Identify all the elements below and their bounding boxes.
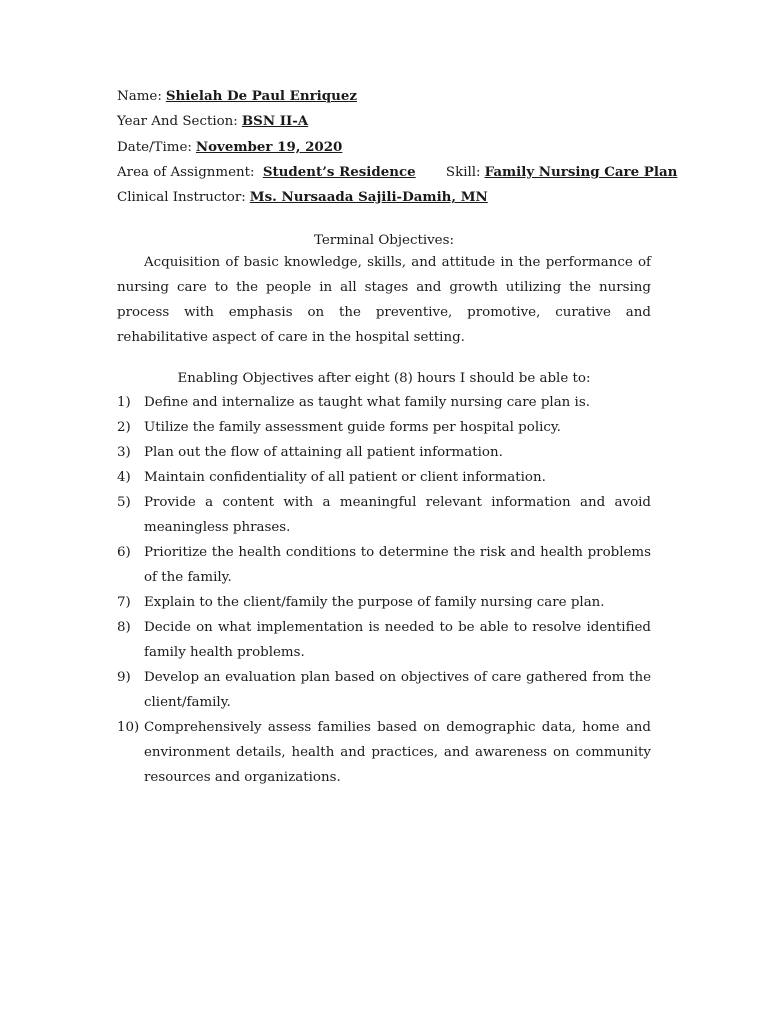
skill-label: Skill: <box>445 164 481 180</box>
list-item-text: Develop an evaluation plan based on objectives of care gathered from the client/family. <box>144 670 651 710</box>
skill-value: Family Nursing Care Plan <box>484 163 678 180</box>
list-item-number: 9) <box>117 670 131 685</box>
list-item-number: 10) <box>117 720 140 735</box>
list-item-text: Utilize the family assessment guide forms per hospital policy. <box>144 420 561 435</box>
list-item-number: 6) <box>117 545 131 560</box>
name-line <box>117 84 657 109</box>
list-item <box>117 490 651 540</box>
section-line <box>117 109 657 134</box>
list-item-number: 5) <box>117 495 131 510</box>
list-item-text: Explain to the client/family the purpose of family nursing care plan. <box>144 595 605 610</box>
list-item-number: 8) <box>117 620 131 635</box>
instructor-value: Ms. Nursaada Sajili-Damih, MN <box>249 189 488 206</box>
section-value: BSN II-A <box>241 113 309 130</box>
header-block <box>117 84 678 210</box>
list-item-text: Provide a content with a meaningful relevant information and avoid meaningless phrases. <box>144 495 651 535</box>
list-item-text: Define and internalize as taught what family nursing care plan is. <box>144 395 590 410</box>
list-item <box>117 440 651 465</box>
list-item <box>117 415 651 440</box>
list-item-text: Prioritize the health conditions to determine the risk and health problems of the family. <box>144 545 651 585</box>
enabling-objectives-list <box>117 390 651 790</box>
list-item-text: Plan out the flow of attaining all patient information. <box>144 445 503 460</box>
list-item-text: Comprehensively assess families based on demographic data, home and environment details, health and practices, and awareness on community resources and organizations. <box>144 720 651 785</box>
list-item-number: 2) <box>117 420 131 435</box>
date-label: Date/Time: <box>117 139 192 155</box>
name-label: Name: <box>117 89 162 104</box>
enabling-objectives-title: Enabling Objectives after eight (8) hours I should be able to: <box>177 371 591 386</box>
list-item <box>117 615 651 665</box>
instructor-line <box>117 185 657 210</box>
list-item-number: 4) <box>117 470 131 485</box>
list-item <box>117 715 651 790</box>
list-item-text: Maintain confidentiality of all patient or client information. <box>144 470 546 485</box>
list-item-number: 1) <box>117 395 131 410</box>
area-skill-line <box>117 160 678 185</box>
list-item-text: Decide on what implementation is needed to be able to resolve identified family health problems. <box>144 620 651 660</box>
list-item <box>117 590 651 615</box>
date-line <box>117 135 657 160</box>
list-item <box>117 390 651 415</box>
section-label: Year And Section: <box>117 114 238 130</box>
terminal-objectives-title: Terminal Objectives: <box>313 233 454 248</box>
area-value: Student’s Residence <box>262 163 416 180</box>
list-item-number: 7) <box>117 595 131 610</box>
date-value: November 19, 2020 <box>195 138 343 155</box>
list-item <box>117 540 651 590</box>
area-label: Area of Assignment: <box>117 164 255 180</box>
terminal-objectives-text: Acquisition of basic knowledge, skills, and attitude in the performance of nursing care to the people in all stages and growth utilizing the nursing process with emphasis on the preventive, promotive, curative and rehabilitative aspect of care in the hospital setting. <box>117 255 651 345</box>
list-item <box>117 465 651 490</box>
instructor-label: Clinical Instructor: <box>117 190 246 206</box>
name-value: Shielah De Paul Enriquez <box>165 88 357 104</box>
list-item-number: 3) <box>117 445 131 460</box>
list-item <box>117 665 651 715</box>
